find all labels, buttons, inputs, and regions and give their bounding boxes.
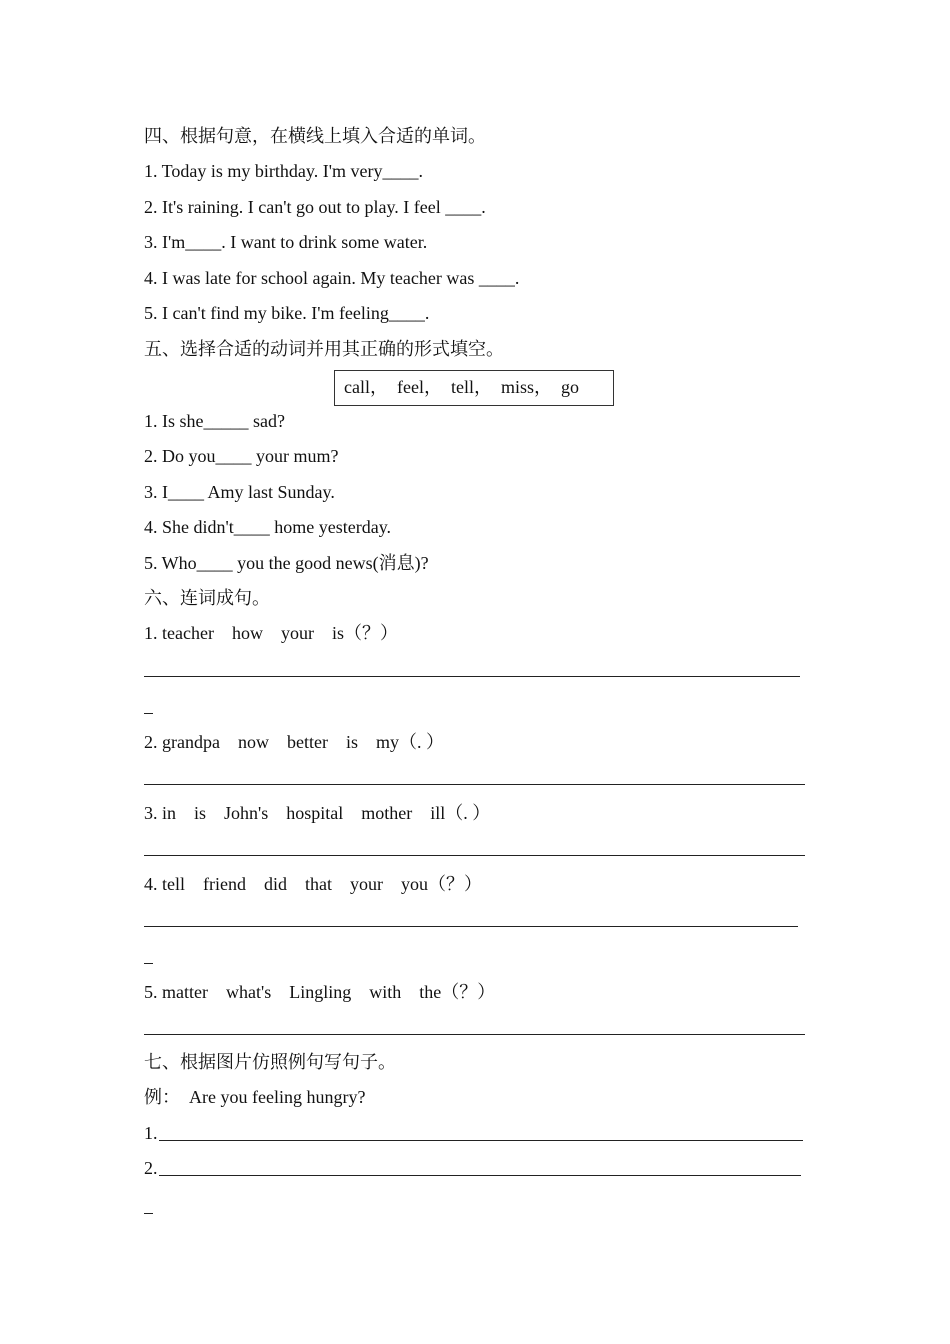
section-7-item-2-label: 2. [144, 1158, 158, 1178]
section-4-title: 四、根据句意，在横线上填入合适的单词。 [144, 126, 486, 146]
section-7-line-1 [159, 1140, 803, 1141]
word-box: call， feel， tell， miss， go [334, 370, 614, 406]
section-5-item-2: 2. Do you____ your mum? [144, 446, 339, 466]
section-5-item-4: 4. She didn't____ home yesterday. [144, 517, 392, 537]
answer-line-4 [144, 926, 798, 927]
section-6-item-5: 5. matter what's Lingling with the（？） [144, 982, 496, 1002]
section-6-title: 六、连词成句。 [144, 588, 270, 608]
answer-line-3 [144, 855, 805, 856]
section-6-item-2: 2. grandpa now better is my（. ） [144, 732, 444, 752]
section-6-item-1: 1. teacher how your is（？） [144, 623, 398, 643]
section-5-title: 五、选择合适的动词并用其正确的形式填空。 [144, 339, 504, 359]
answer-line-1-continuation [144, 713, 153, 714]
section-7-title: 七、根据图片仿照例句写句子。 [144, 1052, 396, 1072]
section-5-item-3: 3. I____ Amy last Sunday. [144, 482, 335, 502]
answer-line-2 [144, 784, 805, 785]
section-4-item-1: 1. Today is my birthday. I'm very____. [144, 161, 423, 181]
section-6-item-4: 4. tell friend did that your you（？） [144, 874, 482, 894]
section-5-item-5: 5. Who____ you the good news(消息)? [144, 553, 429, 573]
section-4-item-4: 4. I was late for school again. My teacher was ____. [144, 268, 520, 288]
answer-line-1 [144, 676, 800, 677]
section-5-item-1: 1. Is she_____ sad? [144, 411, 285, 431]
section-4-item-5: 5. I can't find my bike. I'm feeling____. [144, 303, 430, 323]
answer-line-4-continuation [144, 963, 153, 964]
section-7-line-2-continuation [144, 1213, 153, 1214]
section-4-item-2: 2. It's raining. I can't go out to play. I feel ____. [144, 197, 486, 217]
section-7-line-2 [159, 1175, 801, 1176]
section-7-example: 例： Are you feeling hungry? [144, 1087, 366, 1107]
section-7-item-1-label: 1. [144, 1123, 158, 1143]
section-4-item-3: 3. I'm____. I want to drink some water. [144, 232, 428, 252]
section-6-item-3: 3. in is John's hospital mother ill（. ） [144, 803, 491, 823]
answer-line-5 [144, 1034, 805, 1035]
